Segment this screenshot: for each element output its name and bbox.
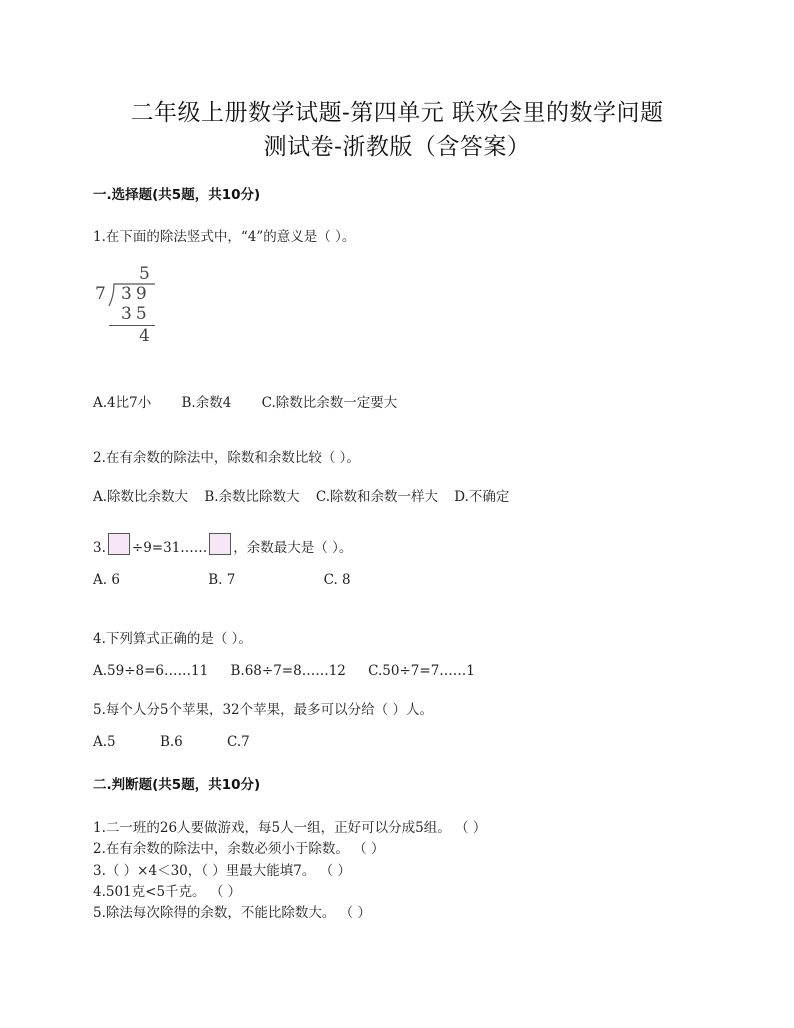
q4-options [93,663,475,679]
q2-option-a: A.除数比余数大 [93,489,189,505]
page-title-line2: 测试卷-浙教版（含答案） [263,134,531,160]
blank-box-1 [108,533,130,555]
judge-item-1: 1.二一班的26人要做游戏，每5人一组，正好可以分成5组。 （ ） [93,820,487,836]
long-division [93,262,173,347]
q4-option-b: B.68÷7=8……12 [230,663,346,679]
q2-option-d: D.不确定 [454,489,510,505]
page-title-line1: 二年级上册数学试题-第四单元 联欢会里的数学问题 [130,100,664,126]
q4-text: 4.下列算式正确的是（ ）。 [93,631,252,647]
q1-options [93,391,397,411]
q1-text: 1.在下面的除法竖式中，“4”的意义是（ ）。 [93,229,356,245]
q5-option-a: A.5 [93,734,116,750]
division-product: 35 [121,304,151,324]
judge-item-2: 2.在有余数的除法中，余数必须小于除数。 （ ） [93,841,385,857]
q1-option-c: C.除数比余数一定要大 [261,395,398,411]
q3-option-b: B. 7 [208,572,236,588]
q3-text [93,533,352,556]
q5-option-c: C.7 [227,734,250,750]
q2-option-c: C.除数和余数一样大 [315,489,438,505]
division-dividend: 39 [121,284,151,304]
q3-option-a: A. 6 [93,572,120,588]
q5-text: 5.每个人分5个苹果，32个苹果，最多可以分给（ ）人。 [93,702,433,718]
division-quotient: 5 [139,264,150,284]
q5-options [93,734,250,750]
judge-item-4: 4.501克<5千克。 （ ） [93,884,242,900]
q4-option-a: A.59÷8=6……11 [93,663,209,679]
q3-middle: ÷9=31…… [131,540,208,556]
judge-item-5: 5.除法每次除得的余数，不能比除数大。 （ ） [93,905,371,921]
section1-heading: 一.选择题(共5题，共10分) [93,187,261,203]
judge-item-3: 3.（ ）×4＜30，（ ）里最大能填7。 （ ） [93,863,351,879]
q1-option-a: A.4比7小 [93,395,152,411]
q2-text: 2.在有余数的除法中，除数和余数比较（ ）。 [93,450,360,466]
division-remainder: 4 [139,326,150,346]
q4-option-c: C.50÷7=7……1 [368,663,475,679]
q5-option-b: B.6 [159,734,183,750]
q3-prefix: 3. [93,540,106,556]
q3-suffix: ，余数最大是（ ）。 [233,540,353,556]
division-divisor: 7 [95,284,106,304]
section2-heading: 二.判断题(共5题，共10分) [93,777,261,793]
q2-option-b: B.余数比除数大 [204,489,300,505]
q2-options [93,485,509,505]
q3-option-c: C. 8 [323,572,351,588]
blank-box-2 [209,533,231,555]
q3-options [93,572,351,588]
q1-option-b: B.余数4 [181,395,232,411]
